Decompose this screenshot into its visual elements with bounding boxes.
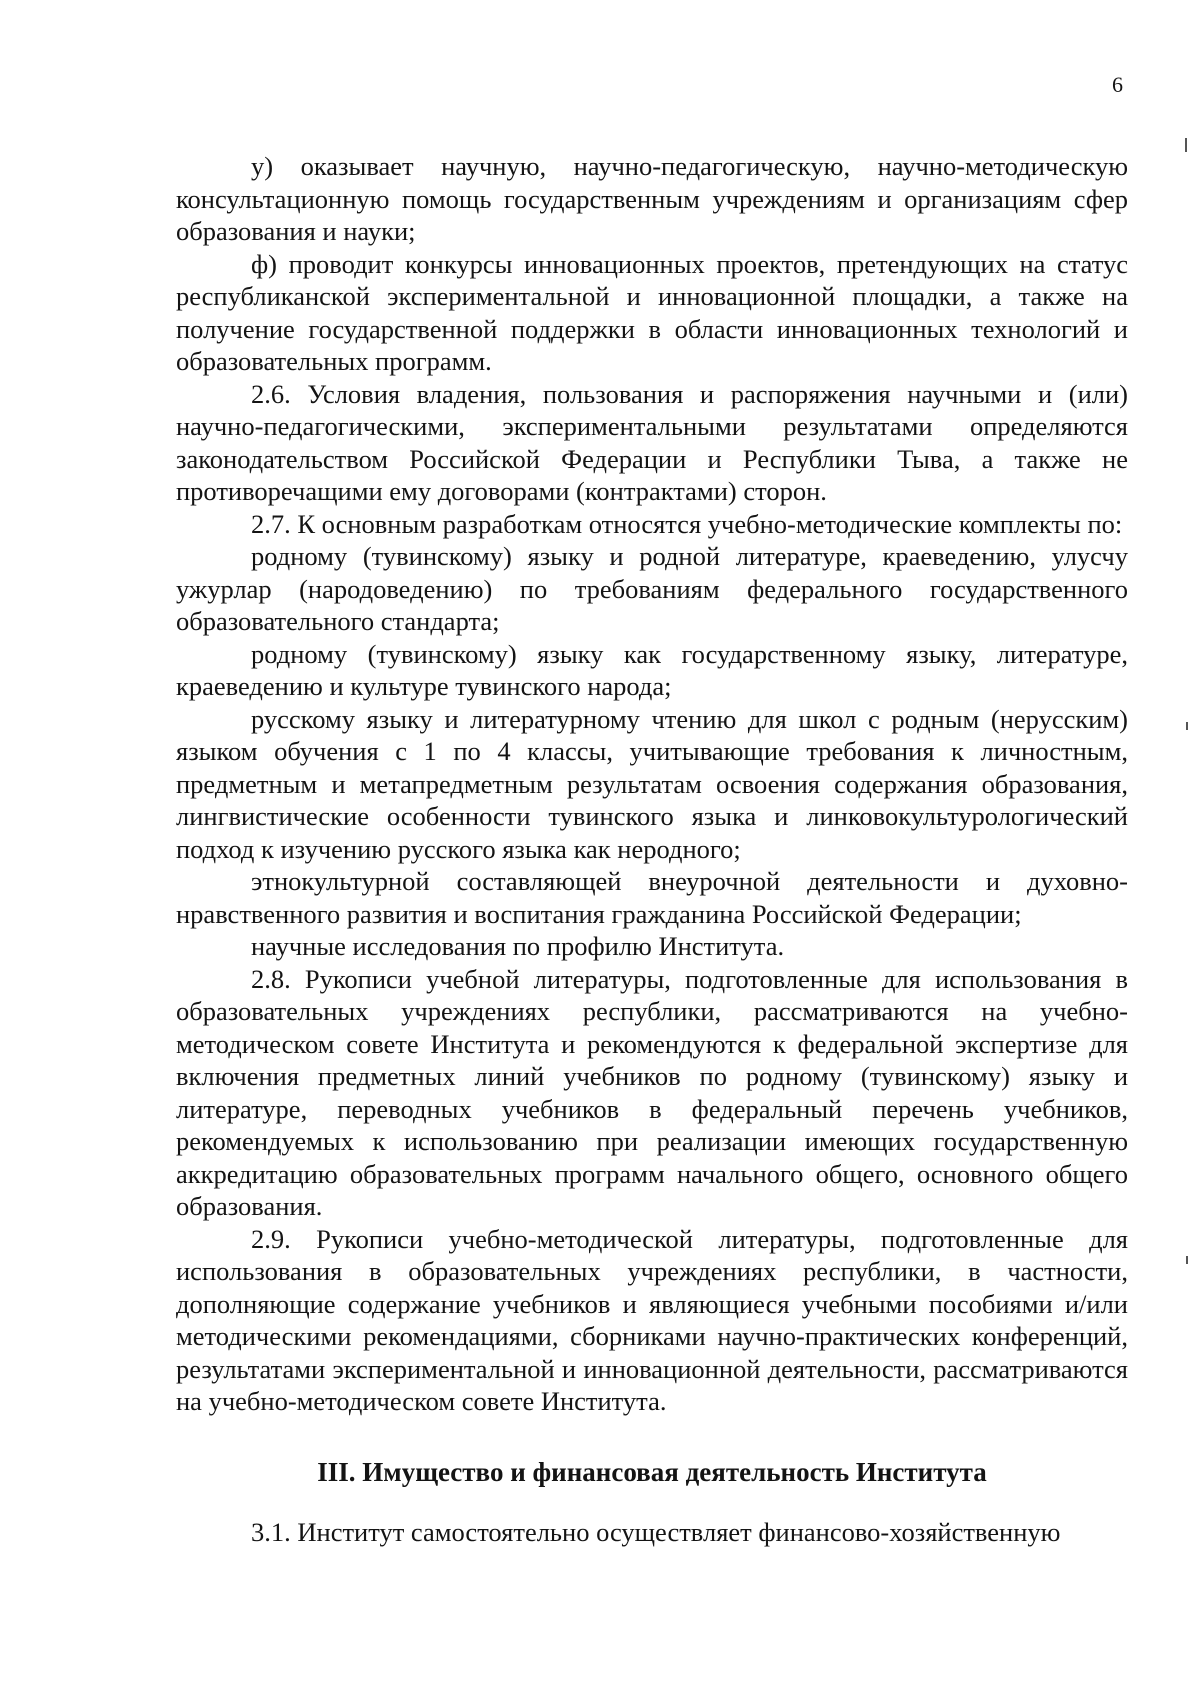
scan-speck <box>1186 722 1188 730</box>
paragraph-2-8: 2.8. Рукописи учебной литературы, подготовленные для использования в образовательных учреждениях республики, рассматриваются на учебно-методическом совете Института и рекомендуются к федеральной экспертизе для включения предметных линий учебников по родному (тувинскому) языку и литературе, переводных учебников в федеральный перечень учебников, рекомендуемых к использованию при реализации имеющих государственную аккредитацию образовательных программ начального общего, основного общего образования. <box>176 963 1128 1221</box>
list-item: научные исследования по профилю Института. <box>251 931 785 961</box>
scan-speck <box>1185 138 1187 152</box>
scan-speck <box>1186 1256 1188 1264</box>
list-item: родному (тувинскому) языку как государственному языку, литературе, краеведению и культуре тувинского народа; <box>176 638 1128 701</box>
paragraph-2-9: 2.9. Рукописи учебно-методической литературы, подготовленные для использования в образовательных учреждениях республики, в частности, дополняющие содержание учебников и являющиеся учебными пособиями и/или методическими рекомендациями, сборниками научно-практических конференций, результатами экспериментальной и инновационной деятельности, рассматриваются на учебно-методическом совете Института. <box>176 1223 1128 1416</box>
section-title: III. Имущество и финансовая деятельность Института <box>317 1456 987 1487</box>
paragraph-u: у) оказывает научную, научно-педагогическую, научно-методическую консультационную помощь государственным учреждениям и организациям сфер образования и науки; <box>176 151 1128 246</box>
page-number: 6 <box>1112 72 1123 97</box>
paragraph-3-1: 3.1. Институт самостоятельно осуществляет финансово-хозяйственную <box>251 1517 1061 1547</box>
list-item: родному (тувинскому) языку и родной литературе, краеведению, улусчу ужурлар (народоведению) по требованиям федерального государственного образовательного стандарта; <box>176 541 1128 636</box>
list-item: этнокультурной составляющей внеурочной деятельности и духовно-нравственного развития и воспитания гражданина Российской Федерации; <box>176 866 1128 929</box>
paragraph-f: ф) проводит конкурсы инновационных проектов, претендующих на статус республиканской экспериментальной и инновационной площадки, а также на получение государственной поддержки в области инновационных технологий и образовательных программ. <box>176 248 1128 376</box>
paragraph-2-7: 2.7. К основным разработкам относятся учебно-методические комплекты по: <box>251 508 1123 539</box>
list-item: русскому языку и литературному чтению для школ с родным (нерусским) языком обучения с 1 по 4 классы, учитывающие требования к личностным, предметным и метапредметным результатам освоения содержания образования, лингвистические особенности тувинского языка и линковокультурологический подход к изучению русского языка как неродного; <box>176 703 1128 864</box>
paragraph-2-6: 2.6. Условия владения, пользования и распоряжения научными и (или) научно-педагогическими, экспериментальными результатами определяются законодательством Российской Федерации и Республики Тыва, а также не противоречащими ему договорами (контрактами) сторон. <box>176 378 1128 506</box>
document-body <box>176 150 1128 1549</box>
